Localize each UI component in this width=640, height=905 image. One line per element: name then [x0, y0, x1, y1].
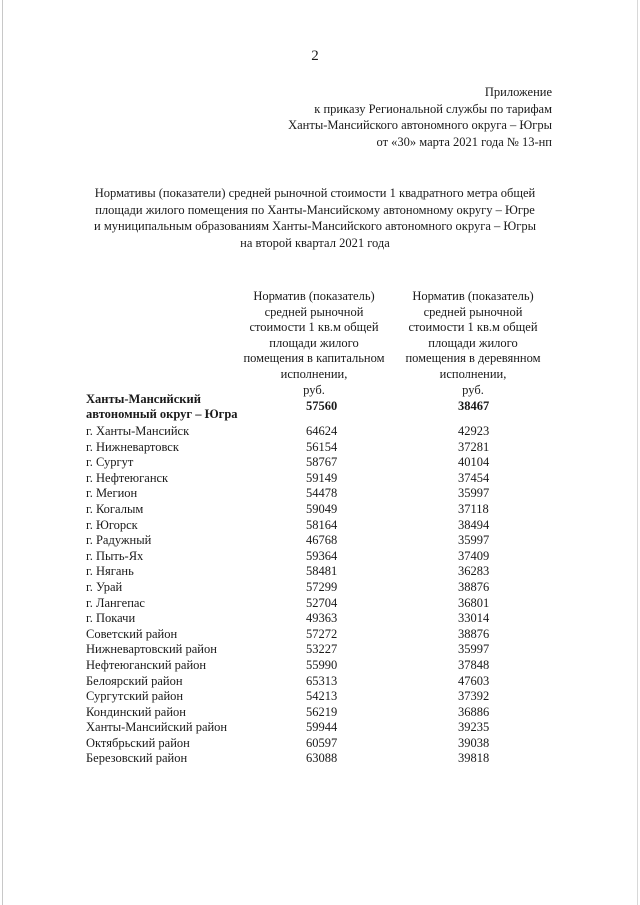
row-name: г. Нефтеюганск [86, 470, 169, 485]
row-value-wooden: 37848 [458, 657, 490, 672]
column-header-line: площади жилого [269, 335, 359, 350]
row-name: Ханты-Мансийский автономный округ – Югра [86, 392, 238, 421]
row-value-capital: 56219 [306, 704, 338, 719]
title-line: на второй квартал 2021 года [240, 235, 390, 250]
row-name: г. Ханты-Мансийск [86, 424, 190, 438]
row-value-wooden: 36801 [458, 595, 490, 610]
table-row [86, 736, 546, 752]
row-value-wooden: 35997 [458, 642, 490, 657]
row-value-capital: 63088 [306, 751, 338, 766]
row-value-capital: 59049 [306, 501, 338, 516]
column-header-capital [239, 289, 389, 398]
row-name: г. Нягань [86, 564, 134, 579]
row-value-wooden: 38876 [458, 626, 490, 641]
row-value-capital: 60597 [306, 735, 338, 750]
row-name: г. Лангепас [86, 595, 145, 610]
table-row [86, 440, 546, 456]
row-value-wooden: 47603 [458, 673, 490, 688]
scan-edge-left [2, 0, 3, 905]
row-name: Советский район [86, 626, 178, 641]
row-value-capital: 65313 [306, 673, 338, 688]
row-value-capital: 57560 [306, 399, 338, 413]
row-value-capital: 58767 [306, 455, 338, 470]
row-name: Белоярский район [86, 673, 183, 688]
table-row [86, 564, 546, 580]
appendix-line: от «30» марта 2021 года № 13-нп [376, 134, 552, 149]
column-header-wooden [398, 289, 548, 398]
column-header-line: Норматив (показатель) [412, 289, 534, 303]
row-value-wooden: 38494 [458, 517, 490, 532]
column-header-line: помещения в деревянном [405, 351, 541, 366]
column-header-line: средней рыночной [423, 304, 523, 319]
row-value-wooden: 38876 [458, 579, 490, 594]
row-value-wooden: 37409 [458, 548, 490, 563]
row-name: Нефтеюганский район [86, 657, 207, 672]
column-header-line: помещения в капитальном [243, 351, 385, 366]
table-row [86, 486, 546, 502]
row-name: г. Югорск [86, 517, 138, 532]
row-value-wooden: 37392 [458, 689, 490, 704]
appendix-line: к приказу Региональной службы по тарифам [314, 101, 552, 116]
table-row [86, 533, 546, 549]
table-row [86, 751, 546, 767]
row-name: Кондинский район [86, 704, 186, 719]
table-row [86, 642, 546, 658]
column-header-line: руб. [303, 382, 325, 397]
table-row [86, 580, 546, 596]
row-name: Нижневартовский район [86, 642, 217, 657]
column-header-line: Норматив (показатель) [253, 289, 375, 303]
row-value-wooden: 40104 [458, 455, 490, 470]
row-name: Березовский район [86, 751, 188, 766]
table-row [86, 674, 546, 690]
column-header-line: исполнении, [439, 366, 507, 381]
table-row [86, 689, 546, 705]
row-value-capital: 59944 [306, 720, 338, 735]
row-value-capital: 56154 [306, 439, 338, 454]
row-value-capital: 54478 [306, 486, 338, 501]
appendix-header [288, 84, 552, 150]
row-value-wooden: 39235 [458, 720, 490, 735]
appendix-line: Приложение [484, 85, 552, 99]
row-value-capital: 54213 [306, 689, 338, 704]
column-header-line: средней рыночной [264, 304, 364, 319]
row-name: Сургутский район [86, 689, 184, 704]
row-name: г. Радужный [86, 533, 152, 548]
column-header-line: исполнении, [280, 366, 348, 381]
row-value-capital: 57299 [306, 579, 338, 594]
table-row [86, 424, 546, 440]
row-name: Ханты-Мансийский район [86, 720, 228, 735]
row-value-capital: 46768 [306, 533, 338, 548]
row-name: г. Урай [86, 579, 123, 594]
row-name: г. Нижневартовск [86, 439, 179, 454]
page-number: 2 [311, 48, 319, 64]
row-value-wooden: 38467 [458, 399, 490, 413]
row-value-wooden: 36886 [458, 704, 490, 719]
row-value-capital: 64624 [306, 424, 338, 438]
normatives-table [86, 392, 546, 767]
row-value-capital: 59149 [306, 470, 338, 485]
table-row-total [86, 392, 546, 422]
row-value-wooden: 39038 [458, 735, 490, 750]
row-name: г. Сургут [86, 455, 134, 470]
row-value-wooden: 37454 [458, 470, 490, 485]
title-line: и муниципальным образованиям Ханты-Мансийского автономного округа – Югры [94, 219, 536, 233]
table-row [86, 720, 546, 736]
row-name: Октябрьский район [86, 735, 190, 750]
row-value-capital: 57272 [306, 626, 338, 641]
table-row [86, 611, 546, 627]
column-header-line: стоимости 1 кв.м общей [408, 320, 538, 335]
table-row [86, 518, 546, 534]
row-name: г. Когалым [86, 501, 144, 516]
row-value-wooden: 36283 [458, 564, 490, 579]
table-row [86, 455, 546, 471]
column-header-line: стоимости 1 кв.м общей [249, 320, 379, 335]
row-value-capital: 55990 [306, 657, 338, 672]
table-row [86, 596, 546, 612]
column-header-line: площади жилого [428, 335, 518, 350]
row-value-wooden: 35997 [458, 533, 490, 548]
scan-edge-right [637, 0, 638, 905]
row-value-wooden: 33014 [458, 611, 490, 626]
row-value-wooden: 42923 [458, 424, 490, 438]
row-name: г. Мегион [86, 486, 138, 501]
table-row [86, 705, 546, 721]
row-name: г. Покачи [86, 611, 136, 626]
table-row [86, 627, 546, 643]
row-value-capital: 59364 [306, 548, 338, 563]
row-name: г. Пыть-Ях [86, 548, 144, 563]
title-line: площади жилого помещения по Ханты-Мансийскому автономному округу – Югре [95, 202, 535, 217]
row-value-capital: 49363 [306, 611, 338, 626]
table-row [86, 471, 546, 487]
document-title [80, 185, 550, 251]
row-value-capital: 52704 [306, 595, 338, 610]
table-row [86, 502, 546, 518]
table-row [86, 658, 546, 674]
table-row [86, 549, 546, 565]
row-value-wooden: 37118 [458, 501, 489, 516]
row-value-capital: 58164 [306, 517, 338, 532]
appendix-line: Ханты-Мансийского автономного округа – Югры [288, 118, 552, 132]
title-line: Нормативы (показатели) средней рыночной стоимости 1 квадратного метра общей [94, 186, 536, 200]
column-header-line: руб. [462, 382, 484, 397]
row-value-wooden: 39818 [458, 751, 490, 766]
row-value-wooden: 37281 [458, 439, 490, 454]
row-value-capital: 53227 [306, 642, 338, 657]
row-value-capital: 58481 [306, 564, 338, 579]
row-value-wooden: 35997 [458, 486, 490, 501]
